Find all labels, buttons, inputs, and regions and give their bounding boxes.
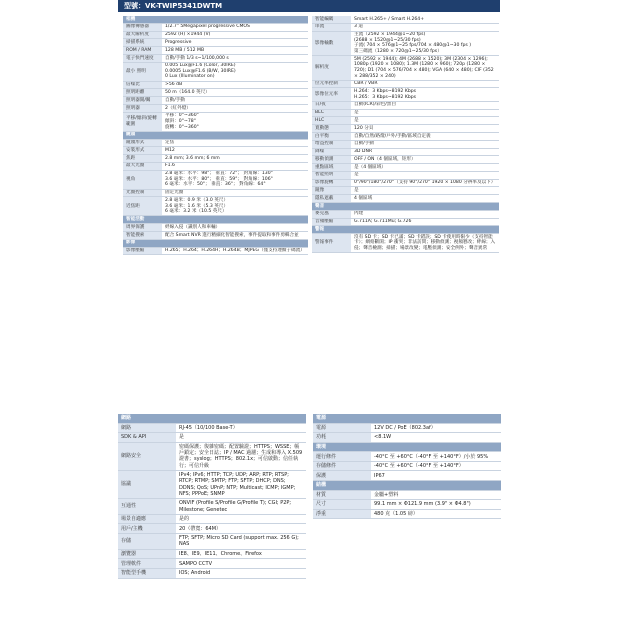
spec-value: 是 [351,171,499,179]
spec-value: 0.005 Lux@F1.6 (Color, 30IRE) 0.0005 Lux@F1.6 (B/W, 30IRE) 0 Lux (Illuminator on) [162,62,308,81]
spec-value: 是（4 個區域） [351,164,499,172]
spec-label: 圖像傳感器 [123,23,162,31]
spec-label: 光圈控制 [123,189,162,197]
spec-value: 金屬+塑料 [371,490,501,500]
spec-label: 瀏覽器 [118,549,176,559]
spec-label: 智能搜索 [123,231,162,239]
spec-value: 2.8 毫米：水平：98°； 垂直：72°； 對角線：130° 3.6 毫米：水平：80°； 垂直：59°； 對角線：106° 6 毫米：水平：50°； 垂直：36°； 對角線：64° [162,170,308,189]
section-title: 智能活動 [123,216,162,224]
spec-value: 配合 Smart NVR 進行精細化智能搜索，事件提取和事件剪輯合並 [162,231,308,239]
spec-label: 管理軟件 [118,559,176,569]
spec-value: Smart H.265+ / Smart H.264+ [351,16,499,23]
spec-value [176,414,306,423]
spec-value: FTP; SFTP; Micro SD Card (support max. 256 G); NAS [176,534,306,550]
spec-value [162,131,308,139]
spec-label: 鏡頭形式 [123,139,162,147]
spec-label: 存儲 [118,534,176,550]
spec-value: 5M (2592 × 1944); 4M (2688 × 1520); 3M (2304 × 1296); 1080p (1920 × 1080); 1.3M (1280 × 960); 720p (1280 × 720); D1 (704 × 576/704 × 480); VGA (640 × 480); CIF (352 × 288/352 × 240) [351,56,499,81]
spec-row [118,568,306,578]
spec-row [118,499,306,515]
spec-row [312,171,499,179]
spec-value [371,481,501,491]
spec-row [313,433,501,443]
spec-label: 電源 [313,423,371,433]
spec-row [312,88,499,101]
spec-row [312,210,499,218]
section-header-row [123,239,308,247]
spec-value: SAMPO CCTV [176,559,306,569]
spec-value: RJ-45（10/100 Base-T） [176,423,306,433]
spec-row [123,247,308,255]
spec-row [312,140,499,148]
spec-row [118,549,306,559]
spec-row [312,156,499,164]
spec-label: 影像壓縮 [123,247,162,255]
spec-value: 主流（2592 × 1944@1~20 fps) (2688 × 1520@1~25/30 fps) 子流( 704 × 576@1~25 fps/704 × 480@1~30 fps ) 第三碼流（1280 × 720@1~25/30 fps） [351,31,499,56]
spec-label: 麥克風 [312,210,351,218]
spec-label: 影像位元率 [312,88,351,101]
spec-row [123,224,308,232]
spec-value: 是的 [176,514,306,524]
model-title: 型號：VK-TWIP5341DWTM [118,0,500,12]
spec-value: M12 [162,147,308,155]
spec-label: HLC [312,117,351,125]
spec-value: 99.1 mm × Φ121.9 mm (3.9" × Φ4.8") [371,500,501,510]
spec-value: 是 [351,187,499,195]
spec-row [313,471,501,481]
spec-row [312,56,499,81]
spec-label: 互通性 [118,499,176,515]
spec-row [123,147,308,155]
spec-row [123,112,308,131]
spec-value: 12V DC / PoE（802.3af） [371,423,501,433]
spec-value: 絆線入侵（識別人和車輛） [162,224,308,232]
section-header-row [123,131,308,139]
spec-value: 2（紅外燈） [162,105,308,113]
spec-label: 周界保護 [123,224,162,232]
spec-value: 定焦 [162,139,308,147]
spec-value: 4 個區域 [351,195,499,203]
spec-row [123,54,308,62]
spec-value [351,203,499,211]
spec-label: 焦距 [123,155,162,163]
spec-row [118,534,306,550]
spec-label: 白平衡 [312,132,351,140]
spec-value [371,442,501,452]
spec-value: Progressive [162,39,308,47]
section-header-row [123,216,308,224]
spec-label: 用戶/主機 [118,524,176,534]
spec-label: 解析度 [312,56,351,81]
spec-value: F1.6 [162,162,308,170]
spec-row [123,155,308,163]
spec-row [123,97,308,105]
spec-value: 2.8 mm; 3.6 mm; 6 mm [162,155,308,163]
spec-value: IOS; Android [176,568,306,578]
spec-value: 自動(ICR)/彩色/黑白 [351,101,499,109]
spec-value [162,239,308,247]
spec-label: 鏡像 [312,187,351,195]
spec-label: 淨重 [313,509,371,519]
spec-row [313,452,501,462]
section-header-row [123,16,308,23]
spec-label: 運行條件 [313,452,371,462]
spec-label: 網路安全 [118,442,176,470]
spec-label: 電子快門速度 [123,54,162,62]
spec-label: 隱私遮蔽 [312,195,351,203]
section-title: 相機 [123,16,162,23]
spec-row [312,164,499,172]
section-title: 電源 [313,414,371,423]
spec-value [371,414,501,423]
section-header-row [312,203,499,211]
spec-value [162,216,308,224]
spec-label: 尺寸 [313,500,371,510]
spec-row [118,524,306,534]
spec-label: 移動偵測 [312,156,351,164]
spec-label: 影像輸數 [312,31,351,56]
section-header-row [313,442,501,452]
spec-label: SDK & API [118,433,176,443]
spec-value [351,226,499,234]
section-title: 鏡頭 [123,131,162,139]
spec-value: 是 [176,433,306,443]
spec-value: 是 [351,109,499,117]
spec-row [123,39,308,47]
spec-table-power [313,414,501,519]
spec-label: 視角 [123,170,162,189]
spec-value: 50 m（164.0 英尺） [162,89,308,97]
spec-table-camera [123,16,308,255]
spec-value: <8.1W [371,433,501,443]
section-title: 環境 [313,442,371,452]
spec-value: -40°C 至 +60°C（-40°F 至 +140°F）/小於 95% [371,452,501,462]
spec-label: 最大解析度 [123,31,162,39]
spec-label: 日/夜 [312,101,351,109]
spec-value: 沒有 SD 卡；SD 卡已滿；SD 卡錯誤；SD 卡使用時限少（支持智能卡）；網絡斷開；IP 衝突；非法訪問；移動偵測；視頻篡改；絆線；入侵；聲音檢測；掃描；場景改變；電壓偵測；安全例外；聲音異常 [351,234,499,253]
spec-label: 智能型手機 [118,568,176,578]
spec-label: 保護 [313,471,371,481]
spec-label: 警報事件 [312,234,351,253]
spec-label: BLC [312,109,351,117]
spec-row [118,423,306,433]
section-header-row [312,226,499,234]
spec-row [123,89,308,97]
spec-value: 2592 (H) ×1944 (V) [162,31,308,39]
spec-label: 照明距離 [123,89,162,97]
spec-label: 平移/傾斜/旋轉範圍 [123,112,162,131]
spec-value: >56 dB [162,81,308,89]
spec-value: H.265；H.264；H.264H；H.264B；MJPEG（僅支持連續子碼流） [162,247,308,255]
spec-value: 3 道 [351,23,499,31]
spec-row [313,509,501,519]
spec-row [123,23,308,31]
spec-row [312,195,499,203]
spec-row [313,461,501,471]
spec-row [123,62,308,81]
section-header-row [118,414,306,423]
spec-label: 重點區域 [312,164,351,172]
section-title: 網路 [118,414,176,423]
spec-value: CBR / VBR [351,80,499,88]
spec-label: 智能照明 [312,171,351,179]
spec-value: IE8、IE9、IE11、Chrome、Firefox [176,549,306,559]
spec-label: 音頻壓縮 [312,218,351,226]
spec-row [123,197,308,216]
spec-label: 寬動態 [312,125,351,133]
spec-row [313,423,501,433]
spec-value: 固定光圈 [162,189,308,197]
spec-value: 自動/手動 [351,140,499,148]
spec-value: H.264：3 Kbps~8192 Kbps H.265：3 Kbps~8192 Kbps [351,88,499,101]
spec-table-video [312,16,499,253]
spec-label: 功耗 [313,433,371,443]
spec-row [312,109,499,117]
spec-label: 增益控制 [312,140,351,148]
spec-row [312,31,499,56]
spec-row [123,170,308,189]
spec-label: 照明器開/關 [123,97,162,105]
section-header-row [313,414,501,423]
spec-value: -40°C 至 +60°C（-40°F 至 +140°F） [371,461,501,471]
spec-label: 網路 [118,423,176,433]
spec-row [312,132,499,140]
spec-label: 智能編碼 [312,16,351,23]
spec-label: 最小 照明 [123,62,162,81]
spec-label: 協議 [118,470,176,498]
spec-value: IP67 [371,471,501,481]
spec-value: 自動/手動 1/3 s~1/100,000 s [162,54,308,62]
spec-value: ONVIF (Profile S/Profile G/Profile T); CGI; P2P; Milestone; Genetec [176,499,306,515]
spec-value: G.711A; G.711Mu; G.726 [351,218,499,226]
spec-row [118,559,306,569]
section-title: 影像 [123,239,162,247]
spec-row [123,231,308,239]
spec-value: 1/2.7" 5Megapixel progressive CMOS [162,23,308,31]
spec-label: 存儲條件 [313,461,371,471]
spec-row [312,101,499,109]
spec-value: 內建 [351,210,499,218]
spec-row [118,514,306,524]
spec-row [118,470,306,498]
spec-label: 影像旋轉 [312,179,351,187]
spec-row [123,162,308,170]
spec-label: 位元率控制 [312,80,351,88]
spec-value: 密碼保護；復雜密碼；配置驗證；HTTPS；WSSE；帳戶鎖定；安全日誌；IP / MAC 過濾；生成和導入 X.509 證書；syslog；HTTPS；802.1x；可信啟動；信任執行；可信升級 [176,442,306,470]
spec-row [123,47,308,55]
spec-label: 串流 [312,23,351,31]
spec-value: 自動/手動 [162,97,308,105]
spec-label: 信噪比 [123,81,162,89]
spec-row [312,125,499,133]
spec-row [123,189,308,197]
spec-row [123,81,308,89]
spec-row [312,187,499,195]
spec-label: 材質 [313,490,371,500]
spec-value: 480 克（1.05 磅） [371,509,501,519]
spec-label: 最大光圈 [123,162,162,170]
spec-label: 近焦距 [123,197,162,216]
spec-value: 是 [351,117,499,125]
spec-value: 0°/90°/180°/270°（支持 90°/270° 1920 × 1080 分辨率及以下） [351,179,499,187]
spec-row [123,31,308,39]
spec-row [312,16,499,23]
spec-label: ROM / RAM [123,47,162,55]
spec-value: 120 分貝 [351,125,499,133]
spec-value: 3D DNR [351,148,499,156]
spec-row [313,500,501,510]
spec-label: 場景自適應 [118,514,176,524]
spec-value: OFF / ON（4 個區域，矩形） [351,156,499,164]
spec-label: 安裝形式 [123,147,162,155]
section-title: 聲音 [312,203,351,211]
section-title: 結構 [313,481,371,491]
spec-value: IPv4; IPv6; HTTP; TCP; UDP; ARP; RTP; RTSP; RTCP; RTMP; SMTP; FTP; SFTP; DHCP; DNS; DDNS; QoS; UPnP; NTP; Multicast; ICMP; IGMP; NFS; PPPoE; SNMP [176,470,306,498]
spec-label: 降噪 [312,148,351,156]
spec-row [118,433,306,443]
spec-row [312,23,499,31]
spec-value: 平移：0°~360° 傾斜：0°~78° 旋轉：0°~360° [162,112,308,131]
spec-value: 2.8 毫米：0.9 米（3.0 英尺） 3.6 毫米：1.6 米（5.3 英尺） 6 毫米：3.2 米（10.5 英尺） [162,197,308,216]
section-header-row [313,481,501,491]
spec-row [312,117,499,125]
spec-value: 自動/自然/路燈/戶外/手動/區域自定義 [351,132,499,140]
section-title: 警報 [312,226,351,234]
spec-row [313,490,501,500]
spec-value: 20（帶寬：64M） [176,524,306,534]
spec-row [312,179,499,187]
spec-row [312,148,499,156]
spec-row [123,139,308,147]
spec-label: 照明器 [123,105,162,113]
spec-row [312,80,499,88]
spec-row [123,105,308,113]
spec-row [312,234,499,253]
spec-table-network [118,414,306,579]
spec-label: 掃描系統 [123,39,162,47]
spec-row [312,218,499,226]
spec-row [118,442,306,470]
spec-value [162,16,308,23]
spec-value: 128 MB / 512 MB [162,47,308,55]
